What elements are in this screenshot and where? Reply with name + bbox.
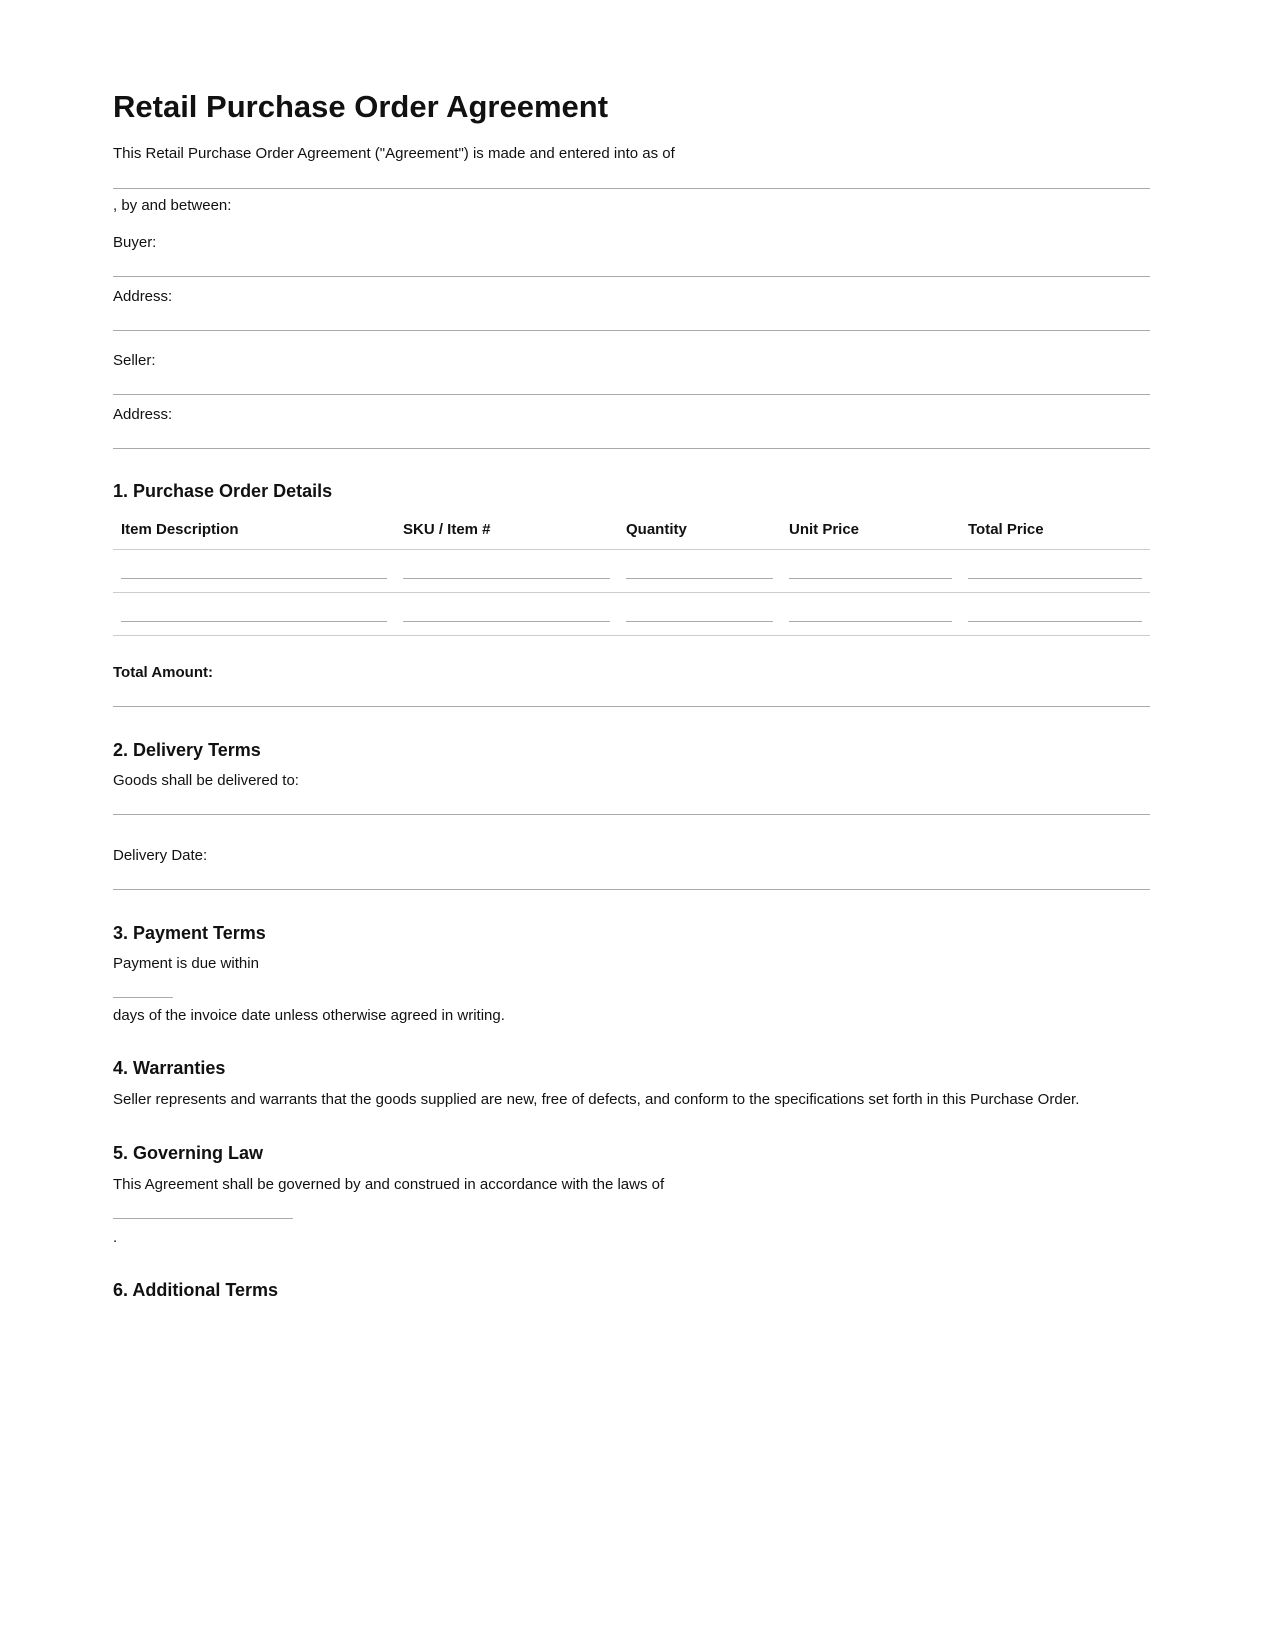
section-heading-delivery: 2. Delivery Terms <box>113 740 261 760</box>
jurisdiction-input[interactable] <box>113 1218 293 1219</box>
governing-law-text: This Agreement shall be governed by and construed in accordance with the laws of <box>113 1176 665 1193</box>
buyer-name-input[interactable] <box>113 276 1150 277</box>
seller-address-label: Address: <box>113 406 173 423</box>
item-description-input[interactable] <box>121 578 387 579</box>
total-price-input[interactable] <box>968 578 1142 579</box>
buyer-address-input[interactable] <box>113 330 1150 331</box>
delivery-date-input[interactable] <box>113 889 1150 890</box>
seller-label: Seller: <box>113 352 156 369</box>
column-header-item-description: Item Description <box>113 509 395 550</box>
table-cell <box>781 593 960 636</box>
table-row <box>113 550 1150 593</box>
table-cell <box>960 593 1150 636</box>
table-cell <box>113 550 395 593</box>
intro-text: This Retail Purchase Order Agreement ("Agreement") is made and entered into as of <box>113 145 675 162</box>
column-header-quantity: Quantity <box>618 509 781 550</box>
total-price-input[interactable] <box>968 621 1142 622</box>
item-description-input[interactable] <box>121 621 387 622</box>
delivered-to-label: Goods shall be delivered to: <box>113 772 299 789</box>
sku-input[interactable] <box>403 621 610 622</box>
table-cell <box>395 593 618 636</box>
payment-text-after: days of the invoice date unless otherwise agreed in writing. <box>113 1007 505 1024</box>
section-heading-purchase-order: 1. Purchase Order Details <box>113 481 333 501</box>
section-heading-payment: 3. Payment Terms <box>113 923 266 943</box>
section-heading-additional-terms: 6. Additional Terms <box>113 1280 279 1300</box>
total-amount-label: Total Amount: <box>113 664 213 681</box>
column-header-sku: SKU / Item # <box>395 509 618 550</box>
table-cell <box>618 593 781 636</box>
table-row <box>113 593 1150 636</box>
page-title: Retail Purchase Order Agreement <box>113 89 609 124</box>
table-cell <box>781 550 960 593</box>
governing-law-period: . <box>113 1229 118 1246</box>
section-heading-governing-law: 5. Governing Law <box>113 1143 264 1163</box>
purchase-order-table <box>113 509 1150 636</box>
column-header-unit-price: Unit Price <box>781 509 960 550</box>
unit-price-input[interactable] <box>789 578 952 579</box>
section-heading-warranties: 4. Warranties <box>113 1058 226 1078</box>
payment-text-before: Payment is due within <box>113 955 259 972</box>
column-header-total-price: Total Price <box>960 509 1150 550</box>
table-cell <box>113 593 395 636</box>
unit-price-input[interactable] <box>789 621 952 622</box>
table-cell <box>618 550 781 593</box>
sku-input[interactable] <box>403 578 610 579</box>
table-cell <box>960 550 1150 593</box>
quantity-input[interactable] <box>626 578 773 579</box>
payment-days-input[interactable] <box>113 997 173 998</box>
by-and-between-text: , by and between: <box>113 197 232 214</box>
delivery-date-label: Delivery Date: <box>113 847 208 864</box>
seller-address-input[interactable] <box>113 448 1150 449</box>
warranties-text: Seller represents and warrants that the goods supplied are new, free of defects, and conform to the specifications set forth in this Purchase Order. <box>113 1091 1080 1108</box>
seller-name-input[interactable] <box>113 394 1150 395</box>
quantity-input[interactable] <box>626 621 773 622</box>
delivery-address-input[interactable] <box>113 814 1150 815</box>
table-cell <box>395 550 618 593</box>
table-header-row <box>113 509 1150 550</box>
total-amount-input[interactable] <box>113 706 1150 707</box>
agreement-date-input[interactable] <box>113 188 1150 189</box>
buyer-address-label: Address: <box>113 288 173 305</box>
buyer-label: Buyer: <box>113 234 157 251</box>
